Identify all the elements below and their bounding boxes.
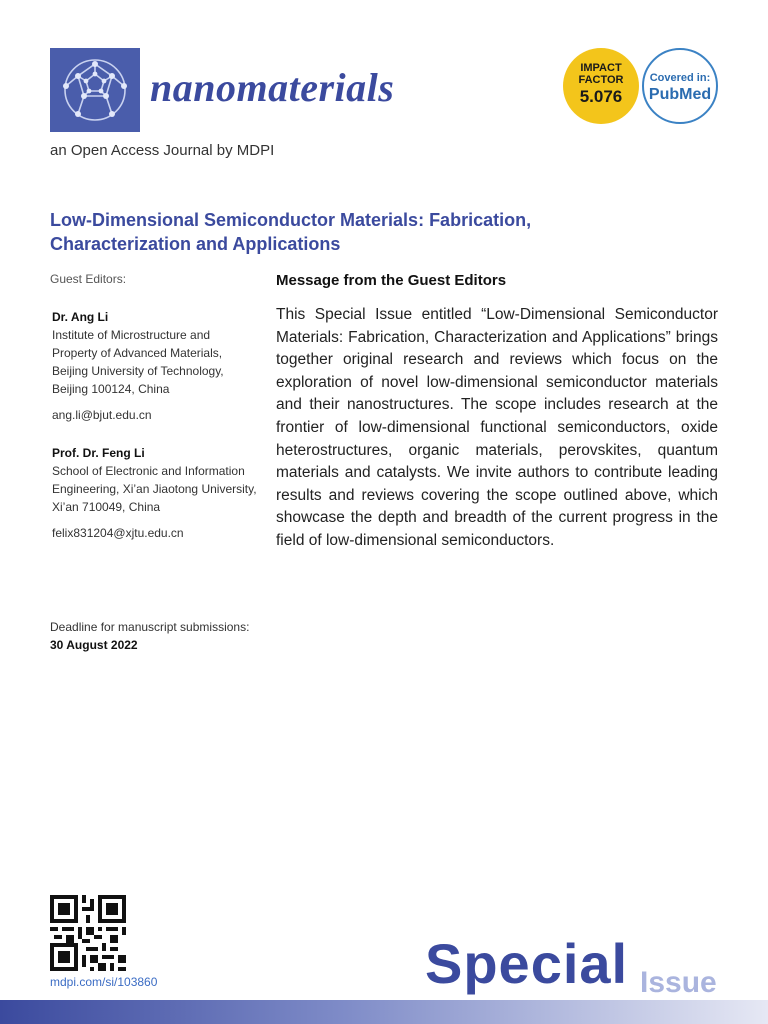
journal-tagline: an Open Access Journal by MDPI [50,142,275,159]
pubmed-badge [642,48,718,124]
issue-wordmark: Issue [640,966,717,999]
impact-factor-badge [563,48,639,124]
editor-block [52,308,257,424]
editor-affiliation: School of Electronic and Information Engineering, Xi’an Jiaotong University, Xi’an 710049, China [52,464,257,514]
editor-affiliation: Institute of Microstructure and Property of Advanced Materials, Beijing University of Technology, Beijing 100124, China [52,328,224,396]
deadline-block [50,618,250,654]
message-body: This Special Issue entitled “Low-Dimensional Semiconductor Materials: Fabrication, Characterization and Applications” brings together original research and reviews which focus on the exploration of novel low-dimensional semiconductor materials and their nanostructures. The scope includes research at the frontier of low-dimensional functional semiconductors, oxide heterostructures, organic materials, perovskites, quantum materials and catalysts. We invite authors to contribute leading results and reviews covering the scope outlined above, which showcase the depth and breadth of the current progress in the field of low-dimensional semiconductors. [276,306,718,549]
special-wordmark: Special [425,932,629,995]
qr-code-icon[interactable] [50,895,126,971]
bottom-gradient-bar [0,1000,768,1024]
message-heading: Message from the Guest Editors [276,272,507,289]
impact-label: IMPACT [580,62,622,74]
covered-in-label: Covered in: [649,72,711,84]
deadline-label: Deadline for manuscript submissions: [50,620,250,634]
journal-name: nanomaterials [150,65,395,110]
editor-email-link[interactable]: ang.li@bjut.edu.cn [52,408,152,422]
editor-name: Dr. Ang Li [52,310,109,324]
journal-logo-icon [50,48,140,132]
pubmed-label: PubMed [648,86,712,103]
guest-editors-label: Guest Editors: [50,272,127,286]
factor-label: FACTOR [578,74,624,86]
deadline-date: 30 August 2022 [50,638,138,652]
impact-factor-value: 5.076 [579,87,623,106]
editor-email-link[interactable]: felix831204@xjtu.edu.cn [52,526,184,540]
special-issue-link[interactable]: mdpi.com/si/103860 [50,975,158,989]
editor-block [52,444,257,542]
editor-name: Prof. Dr. Feng Li [52,446,145,460]
special-issue-title: Low-Dimensional Semiconductor Materials: Fabrication, Characterization and Applications [50,210,532,254]
